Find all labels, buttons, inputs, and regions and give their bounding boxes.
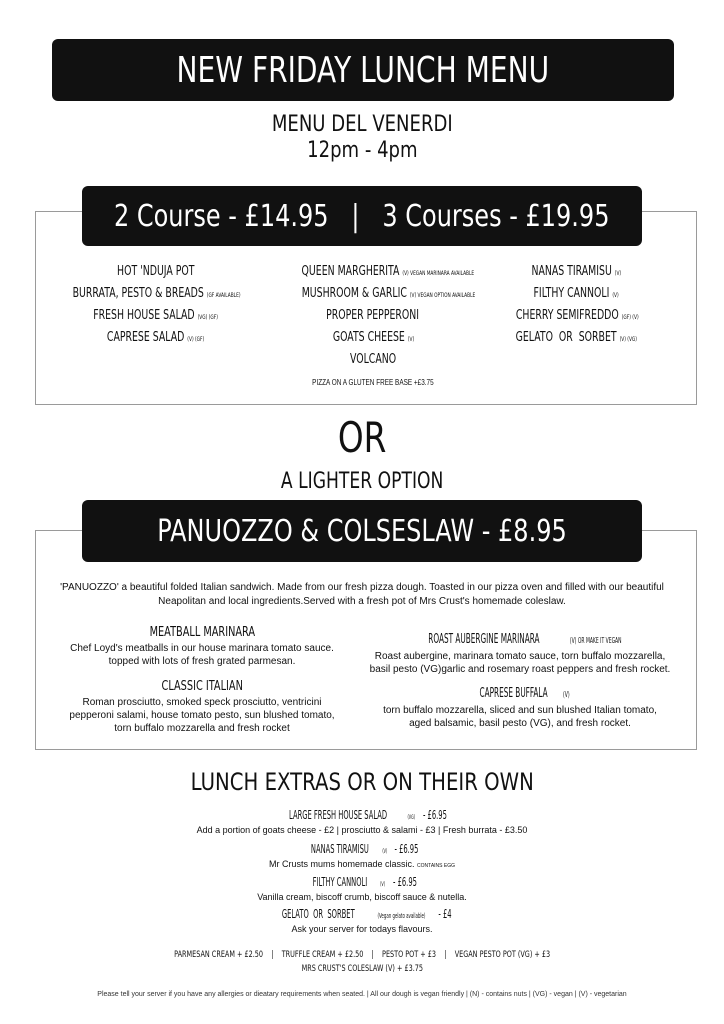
- list-item: CHERRY SEMIFREDDO (GF) (V): [515, 308, 639, 323]
- panuozzo-price: PANUOZZO & COLSESLAW - £8.95: [157, 513, 567, 549]
- pizzas-column: [268, 261, 478, 371]
- list-item: BURRATA, PESTO & BREADS (GF AVAILABLE): [72, 286, 241, 301]
- extra-item: LARGE FRESH HOUSE SALAD (VG) - £6.95 Add a portion of goats cheese - £2 | prosciutto & salami - £3 | Fresh burrata - £3.50: [196, 808, 528, 835]
- dish-caprese-buffala: CAPRESE BUFFALA (V) torn buffalo mozzarella, sliced and sun blushed Italian tomato, aged balsamic, basil pesto (VG), and fresh rocket.: [383, 686, 657, 729]
- starters-column: [40, 261, 272, 349]
- desserts-column: [492, 261, 660, 349]
- dish-meatball-marinara: MEATBALL MARINARA Chef Loyd's meatballs in our house marinara tomato sauce. topped with lots of fresh grated parmesan.: [70, 625, 334, 667]
- coleslaw-line: MRS CRUST'S COLESLAW (V) + £3.75: [301, 964, 423, 974]
- list-item: FILTHY CANNOLI (V): [533, 286, 619, 301]
- or-heading: OR: [337, 413, 387, 462]
- list-item: NANAS TIRAMISU (V): [531, 264, 621, 279]
- extra-item: FILTHY CANNOLI (V) - £6.95 Vanilla cream, biscoff crumb, biscoff sauce & nutella.: [257, 875, 467, 902]
- extras-title: LUNCH EXTRAS OR ON THEIR OWN: [190, 768, 534, 796]
- list-item: MUSHROOM & GARLIC (V) VEGAN OPTION AVAILABLE: [301, 286, 476, 301]
- lighter-option-heading: A LIGHTER OPTION: [280, 469, 444, 494]
- list-item: QUEEN MARGHERITA (V) VEGAN MARINARA AVAILABLE: [301, 264, 475, 279]
- menu-hours: 12pm - 4pm: [306, 138, 418, 163]
- gluten-free-note: PIZZA ON A GLUTEN FREE BASE +£3.75: [312, 378, 434, 387]
- addons-line: PARMESAN CREAM + £2.50 | TRUFFLE CREAM + £2.50 | PESTO POT + £3 | VEGAN PESTO POT (VG) + £3: [173, 950, 551, 960]
- panuozzo-description: 'PANUOZZO' a beautiful folded Italian sandwich. Made from our fresh pizza dough. Toasted in our pizza oven and filled with our beautiful Neapolitan and local ingredients.Served with a fresh pot of Mrs Crust's homemade coleslaw.: [60, 582, 664, 607]
- menu-title-banner: [52, 39, 674, 101]
- list-item: GELATO OR SORBET (V) (VG): [515, 330, 637, 345]
- list-item: FRESH HOUSE SALAD (VG) (GF): [93, 308, 219, 323]
- set-menu-price: 2 Course - £14.95 | 3 Courses - £19.95: [114, 198, 610, 234]
- extra-item: GELATO OR SORBET (Vegan gelato available) - £4 Ask your server for todays flavours.: [281, 907, 452, 934]
- list-item: HOT 'NDUJA POT: [117, 264, 195, 279]
- set-menu-price-banner: [82, 186, 642, 246]
- menu-title: NEW FRIDAY LUNCH MENU: [176, 49, 550, 91]
- panuozzo-price-banner: [82, 500, 642, 562]
- list-item: GOATS CHEESE (V): [332, 330, 414, 345]
- dish-roast-aubergine-marinara: ROAST AUBERGINE MARINARA (V) OR MAKE IT VEGAN Roast aubergine, marinara tomato sauce, torn buffalo mozzarella, basil pesto (VG)garlic and rosemary roast peppers and fresh rocket.: [369, 632, 671, 675]
- extra-item: NANAS TIRAMISU (V) - £6.95 Mr Crusts mums homemade classic. CONTAINS EGG: [268, 842, 455, 869]
- menu-subtitle: MENU DEL VENERDI: [271, 112, 453, 137]
- list-item: CAPRESE SALAD (V) (GF): [107, 330, 205, 345]
- list-item: PROPER PEPPERONI: [326, 308, 420, 323]
- list-item: VOLCANO: [349, 352, 397, 367]
- dish-classic-italian: CLASSIC ITALIAN Roman prosciutto, smoked speck prosciutto, ventricini pepperoni salami, house tomato pesto, sun blushed tomato, torn buffalo mozzarella and fresh rocket: [69, 679, 335, 734]
- allergy-footer: Please tell your server if you have any allergies or dieatary requirements when seated. | All our dough is vegan friendly | (N) - contains nuts | (VG) - vegan | (V) - vegetarian: [97, 991, 627, 998]
